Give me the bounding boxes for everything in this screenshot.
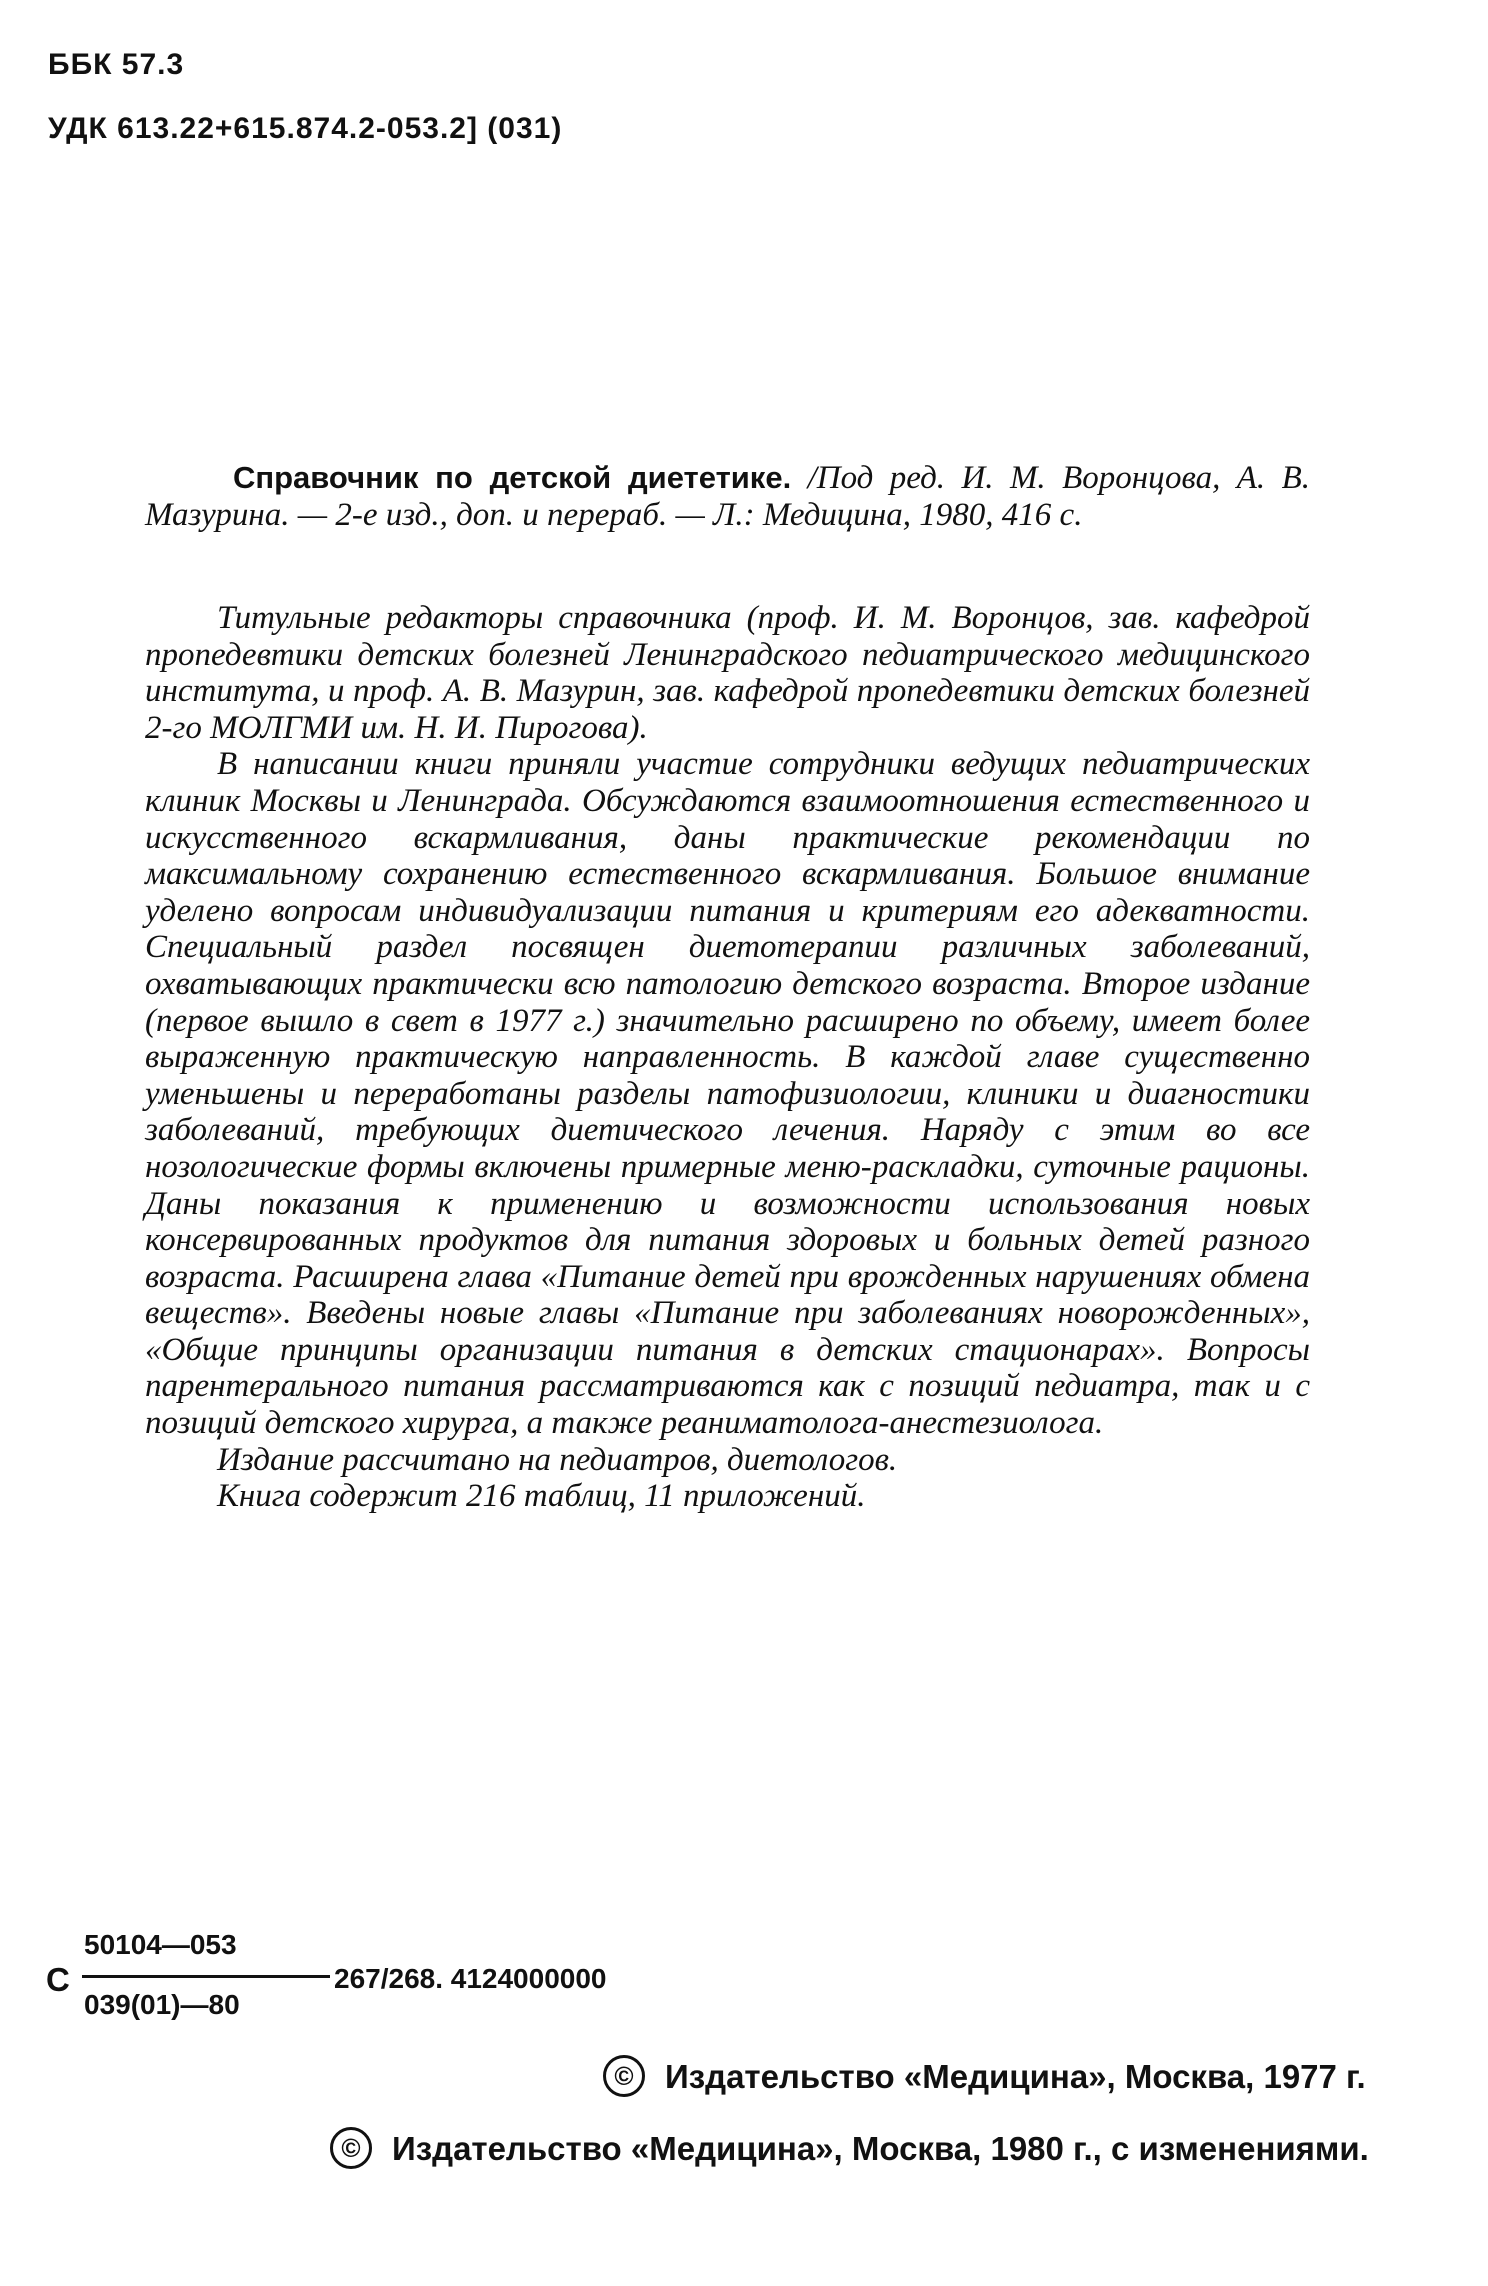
annotation-paragraph-main: В написании книги приняли участие сотрудники ведущих педиатрических клиник Москвы и Ленинграда. Обсуждаются взаимоотношения естественного и искусственного вскармливания, даны практические рекомендации по максимальному сохранению естественного вскармливания. Большое внимание уделено вопросам индивидуализации питания и критериям его адекватности. Специальный раздел посвящен диетотерапии различных заболеваний, охватывающих практически всю патологию детского возраста. Второе издание (первое вышло в свет в 1977 г.) значительно расширено по объему, имеет более выраженную практическую направленность. В каждой главе существенно уменьшены и переработаны разделы патофизиологии, клиники и диагностики заболеваний, требующих диетического лечения. Наряду с этим во все нозологические формы включены примерные меню-раскладки, суточные рационы. Даны показания к применению и возможности использования новых консервированных продуктов для питания здоровых и больных детей разного возраста. Расширена глава «Питание детей при врожденных нарушениях обмена веществ». Введены новые главы «Питание при заболеваниях новорожденных», «Общие принципы организации питания в детских стационарах». Вопросы парентерального питания рассматриваются как с позиций педиатра, так и с позиций детского хирурга, а также реаниматолога-анестезиолога. [145,746,1310,1442]
book-title: Справочник по детской диететике. [233,460,792,495]
copyright-1977 [603,2058,1366,2097]
bbk-code: ББК 57.3 [48,48,185,81]
udk-code: УДК 613.22+615.874.2-053.2] (031) [48,112,563,145]
copyright-icon: © [603,2055,645,2097]
index-numerator: 50104—053 [84,1929,237,1960]
annotation-paragraph-editors: Титульные редакторы справочника (проф. И. М. Воронцов, зав. кафедрой пропедевтики детских болезней Ленинградского педиатрического медицинского института, и проф. А. В. Мазурин, зав. кафедрой пропедевтики детских болезней 2-го МОЛГМИ им. Н. И. Пирогова). [145,600,1310,746]
copyright-line-2: Издательство «Медицина», Москва, 1980 г., с изменениями. [392,2130,1369,2167]
annotation-paragraph-contents: Книга содержит 216 таблиц, 11 приложений. [217,1478,866,1515]
fraction-line [82,1975,330,1978]
index-code: 267/268. 4124000000 [334,1963,607,1994]
annotation-paragraph-audience: Издание рассчитано на педиатров, диетологов. [217,1441,898,1478]
copyright-icon: © [330,2127,372,2169]
index-denominator: 039(01)—80 [84,1989,240,2020]
copyright-line-1: Издательство «Медицина», Москва, 1977 г. [665,2058,1366,2095]
index-letter: С [46,1961,70,1998]
annotation [145,600,1310,1515]
copyright-1980 [330,2130,1369,2169]
book-details: /Под ред. И. М. Воронцова, А. В. Мазурина. — 2-е изд., доп. и перераб. — Л.: Медицина, 1980, 416 с. [145,460,1311,533]
bibliographic-reference [145,460,1310,533]
